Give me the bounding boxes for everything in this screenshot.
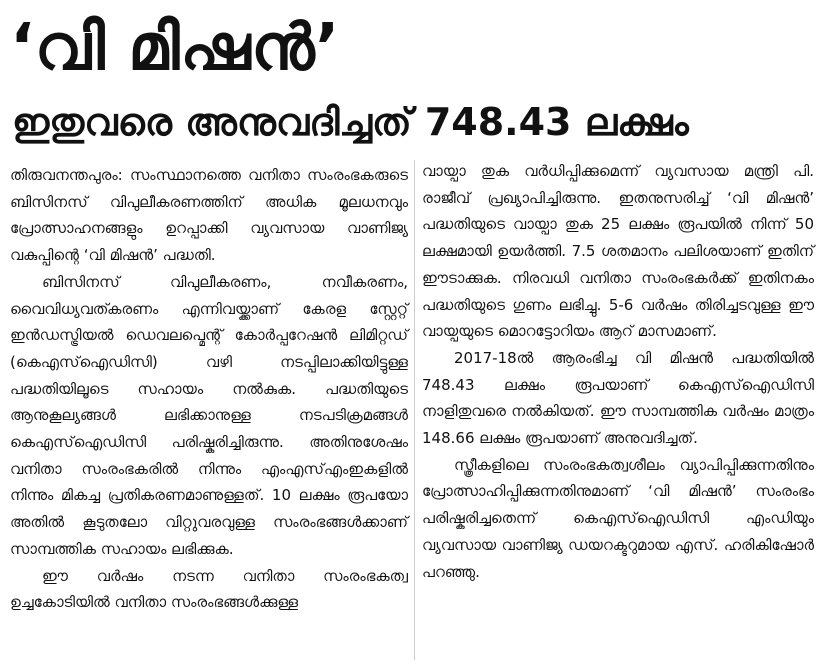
article-paragraph: വായ്പാ തുക വർധിപ്പിക്കുമെന്ന് വ്യവസായ മന്ത്രി പി. രാജീവ് പ്രഖ്യാപിച്ചിരുന്നു. ഇതനുസരിച്ച് ‘വി മിഷൻ’ പദ്ധതിയുടെ വായ്പാ തുക 25 ലക്ഷം രൂപയിൽ നിന്ന് 50 ലക്ഷമായി ഉയർത്തി. 7.5 ശതമാനം പലിശയാണ് ഇതിന് ഈടാക്കുക. നിരവധി വനിതാ സംരംഭകർക്ക് ഇതിനകം പദ്ധതിയുടെ ഗുണം ലഭിച്ചു. 5-6 വർഷം തിരിച്ചടവുള്ള ഈ വായ്പയുടെ മൊറട്ടോറിയം ആറ് മാസമാണ്. — [422, 162, 814, 341]
article-column-left — [10, 162, 408, 616]
article-paragraph: തിരുവനന്തപുരം: സംസ്ഥാനത്തെ വനിതാ സംരംഭകരുടെ ബിസിനസ് വിപുലീകരണത്തിന് അധിക മൂലധനവും പ്രോത്സാഹനങ്ങളും ഉറപ്പാക്കി വ്യവസായ വാണിജ്യ വകുപ്പിന്റെ ‘വി മിഷൻ’ പദ്ധതി. — [10, 166, 408, 265]
article-paragraph: സ്ത്രീകളിലെ സംരംഭകത്വശീലം വ്യാപിപ്പിക്കുന്നതിനും പ്രോത്സാഹിപ്പിക്കുന്നതിനുമാണ് ‘വി മിഷൻ’ സംരംഭം പരിഷ്കരിച്ചതെന്ന് കെഎസ്ഐഡിസി എംഡിയും വ്യവസായ വാണിജ്യ ഡയറക്ടറുമായ എസ്. ഹരികിഷോർ പറഞ്ഞു. — [422, 455, 814, 581]
article-paragraph: 2017-18ൽ ആരംഭിച്ച വി മിഷൻ പദ്ധതിയിൽ 748.43 ലക്ഷം രൂപയാണ് കെഎസ്ഐഡിസി നാളിതുവരെ നൽകിയത്. ഈ സാമ്പത്തിക വർഷം മാത്രം 148.66 ലക്ഷം രൂപയാണ് അനുവദിച്ചത്. — [422, 348, 814, 448]
headline-subtitle: ഇതുവരെ അനുവദിച്ചത് 748.43 ലക്ഷം — [12, 100, 689, 144]
headline-title: ‘വി മിഷൻ’ — [10, 11, 340, 85]
article-column-right — [422, 158, 814, 585]
column-divider — [414, 160, 415, 660]
article-paragraph: ബിസിനസ് വിപുലീകരണം, നവീകരണം, വൈവിധ്യവത്കരണം എന്നിവയ്ക്കാണ് കേരള സ്റ്റേറ്റ് ഇൻഡസ്ട്രിയൽ ഡെവലപ്മെന്റ് കോർപ്പറേഷൻ ലിമിറ്റഡ് (കെഎസ്ഐഡിസി) വഴി നടപ്പിലാക്കിയിട്ടുള്ള പദ്ധതിയിലൂടെ സഹായം നൽകുക. പദ്ധതിയുടെ ആനുകൂല്യങ്ങൾ ലഭിക്കാനുള്ള നടപടിക്രമങ്ങൾ കെഎസ്ഐഡിസി പരിഷ്കരിച്ചിരുന്നു. അതിനുശേഷം വനിതാ സംരംഭകരിൽ നിന്നും എംഎസ്എംഇകളിൽ നിന്നും മികച്ച പ്രതികരണമാണുള്ളത്. 10 ലക്ഷം രൂപയോ അതിൽ കൂടുതലോ വിറ്റുവരവുള്ള സംരംഭങ്ങൾക്കാണ് സാമ്പത്തിക സഹായം ലഭിക്കുക. — [10, 272, 408, 558]
article-paragraph: ഈ വർഷം നടന്ന വനിതാ സംരംഭകത്വ ഉച്ചകോടിയിൽ വനിതാ സംരംഭങ്ങൾക്കുള്ള — [10, 566, 408, 612]
